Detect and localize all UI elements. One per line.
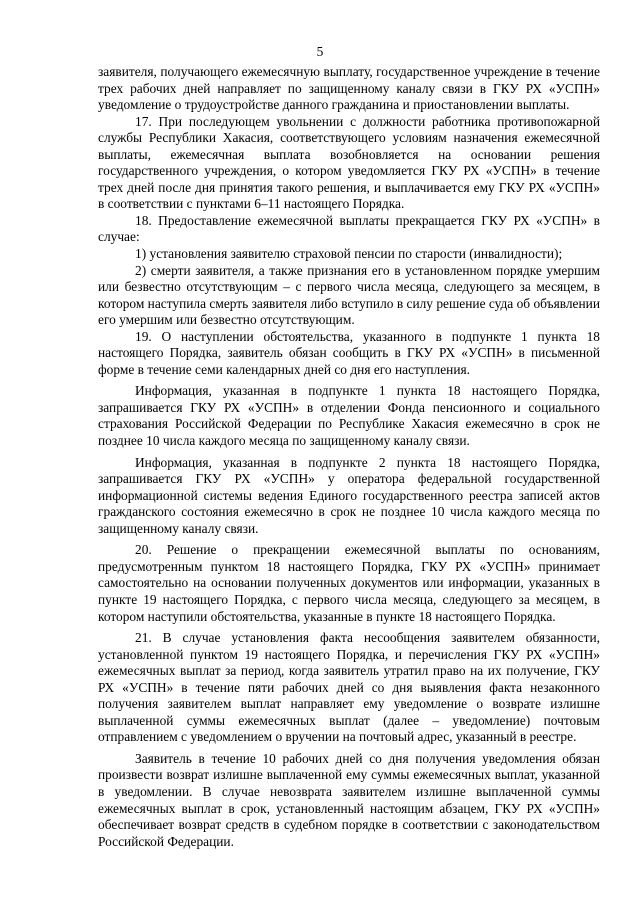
paragraph-18-item-2: 2) смерти заявителя, а также признания его в установленном порядке умершим или безвестно отсутствующим – с первого числа месяца, следующего за месяцем, в котором наступила смерть заявителя либо вступило в силу решение суда об объявлении его умершим или безвестно отсутствующим. — [98, 262, 600, 328]
document-body — [98, 64, 600, 850]
page-number: 5 — [316, 44, 324, 59]
paragraph-18: 18. Предоставление ежемесячной выплаты прекращается ГКУ РХ «УСПН» в случае: — [98, 212, 600, 245]
paragraph-20: 20. Решение о прекращении ежемесячной выплаты по основаниям, предусмотренным пунктом 18 настоящего Порядка, ГКУ РХ «УСПН» принимает самостоятельно на основании полученных документов или информации, указанных в пункте 19 настоящего Порядка, с первого числа месяца, следующего за месяцем, в котором наступили обстоятельства, указанные в пункте 18 настоящего Порядка. — [98, 542, 600, 624]
paragraph-16-continuation: заявителя, получающего ежемесячную выплату, государственное учреждение в течение трех рабочих дней направляет по защищенному каналу связи в ГКУ РХ «УСПН» уведомление о трудоустройстве данного гражданина и приостановлении выплаты. — [98, 64, 600, 113]
paragraph-21: 21. В случае установления факта несообщения заявителем обязанности, установленной пунктом 19 настоящего Порядка, и перечисления ГКУ РХ «УСПН» ежемесячных выплат за период, когда заявитель утратил право на их получение, ГКУ РХ «УСПН» в течение пяти рабочих дней со дня выявления факта незаконного получения заявителем выплат направляет ему уведомление о возврате излишне выплаченной суммы ежемесячных выплат (далее – уведомление) почтовым отправлением с уведомлением о вручении на почтовый адрес, указанный в реестре. — [98, 630, 600, 745]
paragraph-19: 19. О наступлении обстоятельства, указанного в подпункте 1 пункта 18 настоящего Порядка, заявитель обязан сообщить в ГКУ РХ «УСПН» в письменной форме в течение семи календарных дней со дня его наступления. — [98, 328, 600, 377]
paragraph-19-info-2: Информация, указанная в подпункте 2 пункта 18 настоящего Порядка, запрашивается ГКУ РХ «УСПН» у оператора федеральной государственной информационной системы ведения Единого государственного реестра записей актов гражданского состояния ежемесячно в срок не позднее 10 числа каждого месяца по защищенному каналу связи. — [98, 454, 600, 536]
paragraph-18-item-1: 1) установления заявителю страховой пенсии по старости (инвалидности); — [135, 246, 563, 262]
paragraph-17: 17. При последующем увольнении с должности работника противопожарной службы Республики Хакасия, соответствующего условиям назначения ежемесячной выплаты, ежемесячная выплата возобновляется на основании решения государственного учреждения, о котором уведомляется ГКУ РХ «УСПН» в течение трех дней после дня принятия такого решения, и выплачивается ему ГКУ РХ «УСПН» в соответствии с пунктами 6–11 настоящего Порядка. — [98, 113, 600, 212]
paragraph-21-refund: Заявитель в течение 10 рабочих дней со дня получения уведомления обязан произвести возврат излишне выплаченной ему суммы ежемесячных выплат, указанной в уведомлении. В случае невозврата заявителем излишне выплаченной суммы ежемесячных выплат в срок, установленный настоящим абзацем, ГКУ РХ «УСПН» обеспечивает возврат средств в судебном порядке в соответствии с законодательством Российской Федерации. — [98, 750, 600, 849]
paragraph-19-info-1: Информация, указанная в подпункте 1 пункта 18 настоящего Порядка, запрашивается ГКУ РХ «УСПН» в отделении Фонда пенсионного и социального страхования Российской Федерации по Республике Хакасия ежемесячно в срок не позднее 10 числа каждого месяца по защищенному каналу связи. — [98, 383, 600, 449]
